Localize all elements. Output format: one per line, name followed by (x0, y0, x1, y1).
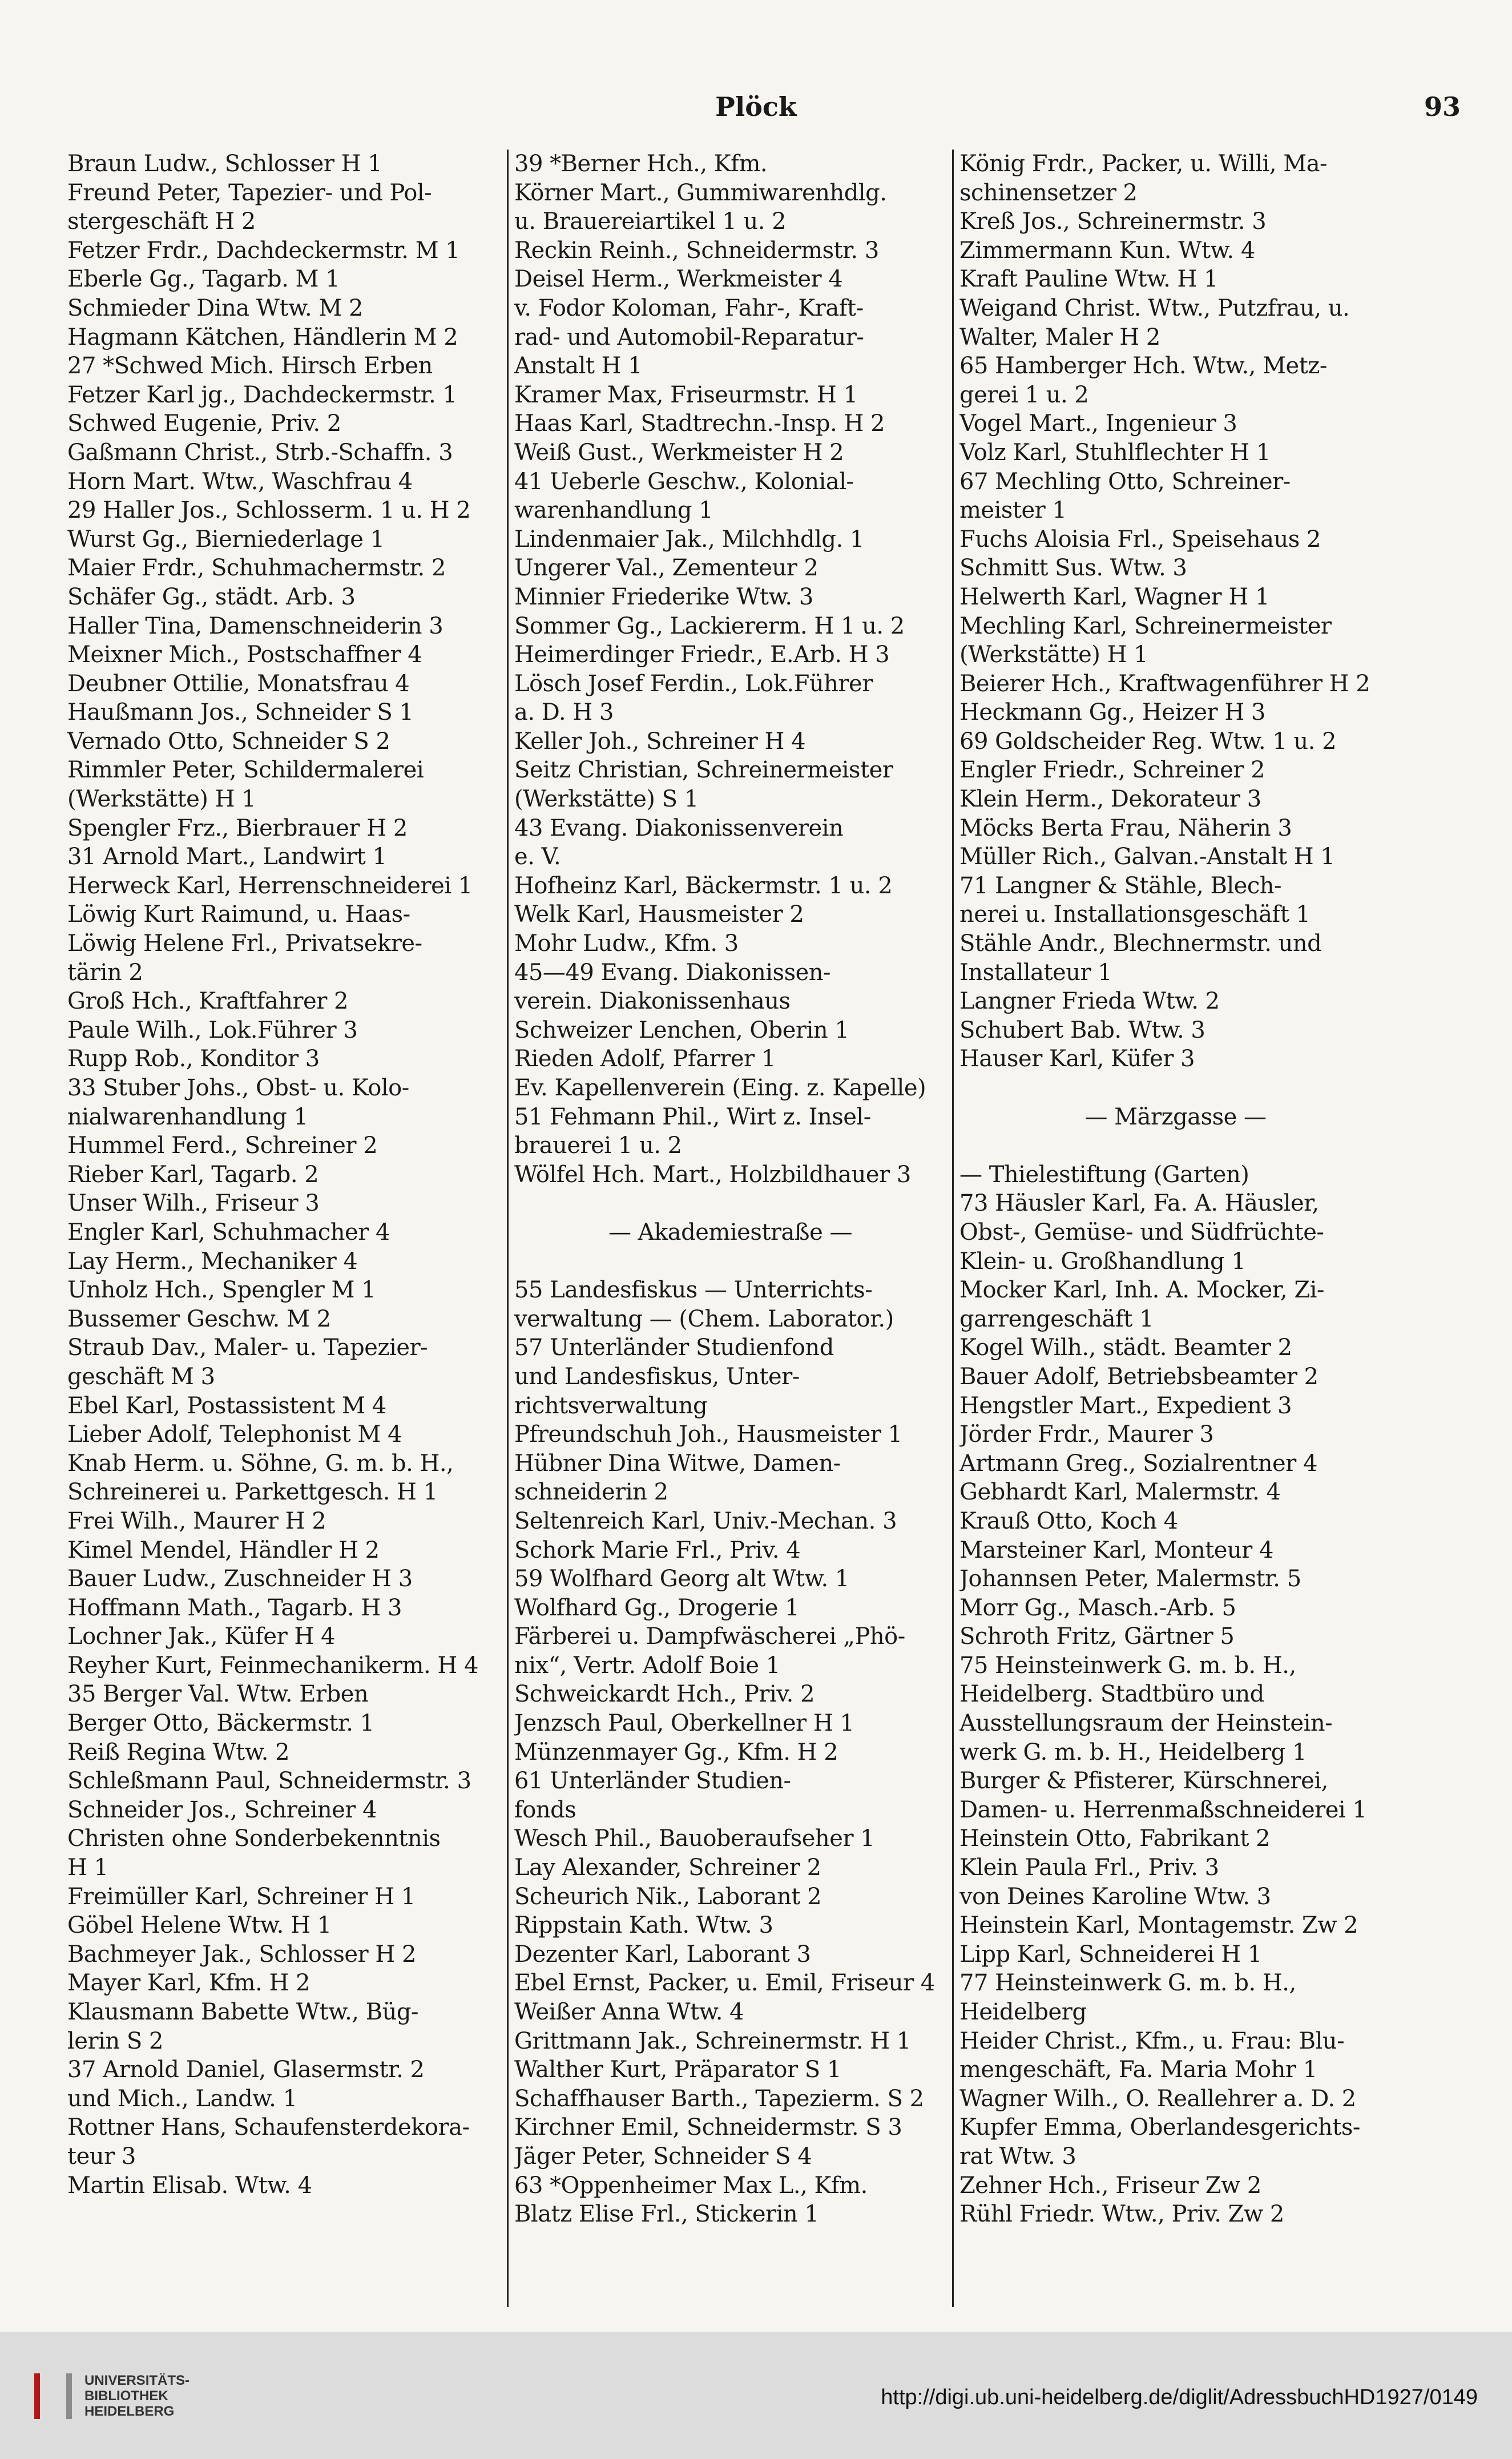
directory-entry-line: Jäger Peter, Schneider S 4 (514, 2143, 812, 2170)
directory-entry-line (959, 1074, 1392, 1103)
directory-entry-line: Welk Karl, Hausmeister 2 (514, 901, 804, 928)
directory-entry-line: Münzenmayer Gg., Kfm. H 2 (514, 1739, 838, 1765)
directory-entry-line: nix“, Vertr. Adolf Boie 1 (514, 1652, 780, 1679)
directory-entry-line: Straub Dav., Maler- u. Tapezier- (67, 1335, 428, 1361)
directory-entry-line: Möcks Berta Frau, Näherin 3 (959, 815, 1292, 841)
directory-entry-line: und Mich., Landw. 1 (67, 2085, 297, 2112)
directory-entry-line: Klein Paula Frl., Priv. 3 (959, 1855, 1219, 1881)
directory-entry-line: Obst-, Gemüse- und Südfrüchte- (959, 1219, 1324, 1245)
directory-entry-line: Haller Tina, Damenschneiderin 3 (67, 612, 443, 639)
directory-entry-line: Schmitt Sus. Wtw. 3 (959, 555, 1187, 582)
directory-entry-line: Löwig Kurt Raimund, u. Haas- (67, 901, 410, 928)
directory-entry-line: Ev. Kapellenverein (Eing. z. Kapelle) (514, 1075, 926, 1101)
directory-entry-line: Heidelberg (959, 1999, 1087, 2025)
directory-entry-line: Bauer Adolf, Betriebsbeamter 2 (959, 1363, 1319, 1390)
directory-entry-line: Lieber Adolf, Telephonist M 4 (67, 1421, 402, 1448)
directory-entry-line: Klein- u. Großhandlung 1 (959, 1248, 1246, 1275)
directory-entry-line: Frei Wilh., Maurer H 2 (67, 1507, 326, 1534)
column-right (952, 150, 1397, 2307)
directory-entry-line: Bachmeyer Jak., Schlosser H 2 (67, 1941, 416, 1968)
directory-entry-line: Rieber Karl, Tagarb. 2 (67, 1161, 319, 1188)
directory-entry-line: Mocker Karl, Inh. A. Mocker, Zi- (959, 1277, 1324, 1304)
directory-entry-line: — Thielestiftung (Garten) (959, 1161, 1249, 1188)
directory-entry-line: Wölfel Hch. Mart., Holzbildhauer 3 (514, 1161, 911, 1188)
directory-entry-line: Zehner Hch., Friseur Zw 2 (959, 2172, 1261, 2199)
directory-entry-line: Mechling Karl, Schreinermeister (959, 612, 1332, 639)
directory-entry-line: Klein Herm., Dekorateur 3 (959, 786, 1261, 813)
directory-entry-line: Schreinerei u. Parkettgesch. H 1 (67, 1479, 438, 1506)
directory-entry-line: Gaßmann Christ., Strb.-Schaffn. 3 (67, 439, 453, 466)
directory-entry-line: Ebel Ernst, Packer, u. Emil, Friseur 4 (514, 1970, 935, 1997)
directory-entry-line: Johannsen Peter, Malermstr. 5 (959, 1566, 1301, 1593)
directory-entry-line: Freimüller Karl, Schreiner H 1 (67, 1883, 416, 1910)
directory-entry-line: Haußmann Jos., Schneider S 1 (67, 699, 414, 726)
directory-entry-line: Unholz Hch., Spengler M 1 (67, 1277, 376, 1304)
directory-entry-line: Langner Frieda Wtw. 2 (959, 988, 1220, 1015)
directory-entry-line: Burger & Pfisterer, Kürschnerei, (959, 1768, 1328, 1795)
directory-entry-line: Damen- u. Herrenmaßschneiderei 1 (959, 1796, 1367, 1823)
directory-entry-line: 43 Evang. Diakonissenverein (514, 815, 844, 841)
directory-entry-line: Walter, Maler H 2 (959, 324, 1160, 350)
directory-entry-line: Morr Gg., Masch.-Arb. 5 (959, 1594, 1236, 1621)
directory-entry-line: Weißer Anna Wtw. 4 (514, 1999, 744, 2025)
directory-entry-line: König Frdr., Packer, u. Willi, Ma- (959, 151, 1328, 177)
directory-entry-line: Weiß Gust., Werkmeister H 2 (514, 439, 844, 466)
library-emblem-icon (34, 2373, 72, 2419)
directory-entry-line: — Akademiestraße — (608, 1219, 853, 1245)
directory-entry-line: Unser Wilh., Friseur 3 (67, 1190, 320, 1217)
directory-entry-line: Kraft Pauline Wtw. H 1 (959, 266, 1219, 293)
library-logo-text (84, 2373, 189, 2419)
directory-entry-line: Schwed Eugenie, Priv. 2 (67, 410, 341, 437)
directory-entry-line: Rupp Rob., Konditor 3 (67, 1046, 320, 1073)
directory-entry-line: Schmieder Dina Wtw. M 2 (67, 295, 363, 321)
directory-entry-line: Meixner Mich., Postschaffner 4 (67, 642, 422, 668)
directory-entry-line: Volz Karl, Stuhlflechter H 1 (959, 439, 1271, 466)
directory-entry-line: Braun Ludw., Schlosser H 1 (67, 151, 382, 177)
directory-entry-line: 59 Wolfhard Georg alt Wtw. 1 (514, 1566, 849, 1593)
directory-entry-line: Fuchs Aloisia Frl., Speisehaus 2 (959, 526, 1321, 553)
directory-entry-line: Vernado Otto, Schneider S 2 (67, 728, 390, 755)
directory-entry-line: stergeschäft H 2 (67, 208, 256, 235)
page-number: 93 (1424, 91, 1461, 122)
directory-entry-line: Grittmann Jak., Schreinermstr. H 1 (514, 2027, 911, 2054)
directory-entry-line: Paule Wilh., Lok.Führer 3 (67, 1017, 358, 1043)
directory-entry-line: Göbel Helene Wtw. H 1 (67, 1912, 332, 1939)
directory-entry-line: Heckmann Gg., Heizer H 3 (959, 699, 1265, 726)
directory-entry-line: Wurst Gg., Bierniederlage 1 (67, 526, 385, 553)
directory-entry-line: Groß Hch., Kraftfahrer 2 (67, 988, 349, 1015)
directory-entry-line: Wesch Phil., Bauoberaufseher 1 (514, 1825, 875, 1852)
directory-entry-line: Anstalt H 1 (514, 353, 643, 380)
directory-entry-line: u. Brauereiartikel 1 u. 2 (514, 208, 787, 235)
directory-entry-line: 57 Unterländer Studienfond (514, 1335, 834, 1361)
logo-line: BIBLIOTHEK (84, 2388, 168, 2404)
directory-entry-line: 75 Heinsteinwerk G. m. b. H., (959, 1652, 1296, 1679)
column-left (62, 150, 507, 2307)
directory-entry-line: Schroth Fritz, Gärtner 5 (959, 1623, 1235, 1650)
directory-entry-line: meister 1 (959, 497, 1067, 524)
directory-entry-line: Schweickardt Hch., Priv. 2 (514, 1681, 815, 1708)
directory-entry-line: Engler Friedr., Schreiner 2 (959, 757, 1265, 784)
directory-entry-line: rad- und Automobil-Reparatur- (514, 324, 864, 350)
directory-entry-line: Heider Christ., Kfm., u. Frau: Blu- (959, 2027, 1345, 2054)
directory-entry-line: Krauß Otto, Koch 4 (959, 1507, 1178, 1534)
directory-entry-line: Lochner Jak., Küfer H 4 (67, 1623, 335, 1650)
directory-entry-line: schinensetzer 2 (959, 179, 1138, 206)
directory-entry-line: brauerei 1 u. 2 (514, 1132, 682, 1159)
directory-entry-line: Weigand Christ. Wtw., Putzfrau, u. (959, 295, 1350, 321)
directory-entry-line: Gebhardt Karl, Malermstr. 4 (959, 1479, 1281, 1506)
directory-entry-line: 37 Arnold Daniel, Glasermstr. 2 (67, 2057, 425, 2083)
directory-entry-line: geschäft M 3 (67, 1363, 215, 1390)
directory-entry-line: 65 Hamberger Hch. Wtw., Metz- (959, 353, 1327, 380)
directory-entry-line: Maier Frdr., Schuhmachermstr. 2 (67, 555, 446, 582)
directory-entry-line: und Landesfiskus, Unter- (514, 1363, 800, 1390)
directory-entry-line: Walther Kurt, Präparator S 1 (514, 2057, 841, 2083)
directory-entry-line: Keller Joh., Schreiner H 4 (514, 728, 806, 755)
directory-entry-line: Hauser Karl, Küfer 3 (959, 1046, 1195, 1073)
directory-entry-line: Kimel Mendel, Händler H 2 (67, 1537, 380, 1563)
directory-entry-line: Hengstler Mart., Expedient 3 (959, 1392, 1292, 1419)
directory-entry-line: Freund Peter, Tapezier- und Pol- (67, 179, 432, 206)
directory-entry-line: Lindenmaier Jak., Milchhdlg. 1 (514, 526, 864, 553)
directory-entry-line: Heimerdinger Friedr., E.Arb. H 3 (514, 642, 890, 668)
directory-entry-line: Deubner Ottilie, Monatsfrau 4 (67, 670, 410, 697)
directory-entry-line: Reckin Reinh., Schneidermstr. 3 (514, 237, 879, 264)
directory-entry-line: Schubert Bab. Wtw. 3 (959, 1017, 1205, 1043)
directory-entry-line: 27 *Schwed Mich. Hirsch Erben (67, 353, 433, 380)
directory-entry-line: Lay Herm., Mechaniker 4 (67, 1248, 358, 1275)
directory-entry-line: Eberle Gg., Tagarb. M 1 (67, 266, 340, 293)
directory-entry-line: 61 Unterländer Studien- (514, 1768, 791, 1795)
directory-entry-line: e. V. (514, 844, 561, 870)
directory-entry-line: Bussemer Geschw. M 2 (67, 1305, 331, 1332)
directory-entry-line: warenhandlung 1 (514, 497, 713, 524)
directory-entry-line: tärin 2 (67, 959, 143, 986)
directory-entry-line: 45—49 Evang. Diakonissen- (514, 959, 831, 986)
directory-entry-line: Blatz Elise Frl., Stickerin 1 (514, 2201, 819, 2228)
directory-entry-line: Jenzsch Paul, Oberkellner H 1 (514, 1710, 854, 1737)
directory-entry-line: 29 Haller Jos., Schlosserm. 1 u. H 2 (67, 497, 471, 524)
directory-entry-line: gerei 1 u. 2 (959, 381, 1089, 408)
directory-entry-line: Kirchner Emil, Schneidermstr. S 3 (514, 2114, 902, 2141)
directory-entry-line: teur 3 (67, 2143, 136, 2170)
directory-entry-line: Mohr Ludw., Kfm. 3 (514, 930, 739, 957)
directory-entry-line: 35 Berger Val. Wtw. Erben (67, 1681, 369, 1708)
directory-entry-line: Scheurich Nik., Laborant 2 (514, 1883, 822, 1910)
directory-entry-line: Wagner Wilh., O. Reallehrer a. D. 2 (959, 2085, 1356, 2112)
directory-entry-line: Helwerth Karl, Wagner H 1 (959, 583, 1269, 610)
directory-entry-line: Körner Mart., Gummiwarenhdlg. (514, 179, 887, 206)
directory-entry-line: Schweizer Lenchen, Oberin 1 (514, 1017, 849, 1043)
directory-entry-line: Kreß Jos., Schreinermstr. 3 (959, 208, 1267, 235)
directory-entry-line: Installateur 1 (959, 959, 1112, 986)
directory-entry-line: Rottner Hans, Schaufensterdekora- (67, 2114, 470, 2141)
directory-entry-line: Hübner Dina Witwe, Damen- (514, 1450, 841, 1477)
directory-entry-line: Lipp Karl, Schneiderei H 1 (959, 1941, 1262, 1968)
directory-entry-line: 71 Langner & Stähle, Blech- (959, 872, 1281, 899)
directory-entry-line: Schleßmann Paul, Schneidermstr. 3 (67, 1768, 471, 1795)
directory-entry-line: 33 Stuber Johs., Obst- u. Kolo- (67, 1075, 409, 1101)
directory-entry-line: Kupfer Emma, Oberlandesgerichts- (959, 2114, 1360, 2141)
directory-entry-line: verwaltung — (Chem. Laborator.) (514, 1305, 894, 1332)
directory-entry-line: Heinstein Otto, Fabrikant 2 (959, 1825, 1271, 1852)
running-head (0, 91, 1512, 131)
directory-entry-line: Wolfhard Gg., Drogerie 1 (514, 1594, 800, 1621)
directory-entry-line: richtsverwaltung (514, 1392, 708, 1419)
directory-entry-line: mengeschäft, Fa. Maria Mohr 1 (959, 2057, 1317, 2083)
directory-entry-line: verein. Diakonissenhaus (514, 988, 791, 1015)
directory-entry-line: rat Wtw. 3 (959, 2143, 1076, 2170)
directory-entry-line: Schäfer Gg., städt. Arb. 3 (67, 583, 356, 610)
directory-entry-line: Rieden Adolf, Pfarrer 1 (514, 1046, 776, 1073)
directory-entry-line: Engler Karl, Schuhmacher 4 (67, 1219, 390, 1245)
directory-entry-line: Marsteiner Karl, Monteur 4 (959, 1537, 1273, 1563)
directory-entry-line: 51 Fehmann Phil., Wirt z. Insel- (514, 1103, 871, 1130)
directory-entry-line: Martin Elisab. Wtw. 4 (67, 2172, 312, 2199)
directory-entry-line: Fetzer Frdr., Dachdeckermstr. M 1 (67, 237, 460, 264)
directory-entry-line: Spengler Frz., Bierbrauer H 2 (67, 815, 408, 841)
directory-entry-line: Mayer Karl, Kfm. H 2 (67, 1970, 311, 1997)
directory-entry-line: Seltenreich Karl, Univ.-Mechan. 3 (514, 1507, 897, 1534)
directory-entry-line (959, 1131, 1392, 1160)
directory-entry-line: Artmann Greg., Sozialrentner 4 (959, 1450, 1317, 1477)
directory-entry-line: 39 *Berner Hch., Kfm. (514, 151, 768, 177)
directory-entry-line: Müller Rich., Galvan.-Anstalt H 1 (959, 844, 1335, 870)
directory-entry-line: Rippstain Kath. Wtw. 3 (514, 1912, 773, 1939)
directory-entry-line: Schaffhauser Barth., Tapezierm. S 2 (514, 2085, 924, 2112)
directory-entry-line: (Werkstätte) H 1 (67, 786, 256, 813)
directory-entry-line: Ausstellungsraum der Heinstein- (959, 1710, 1333, 1737)
directory-entry-line: 41 Ueberle Geschw., Kolonial- (514, 468, 854, 495)
directory-entry-line: Berger Otto, Bäckermstr. 1 (67, 1710, 374, 1737)
directory-entry-line: Ungerer Val., Zementeur 2 (514, 555, 819, 582)
directory-entry-line: 63 *Oppenheimer Max L., Kfm. (514, 2172, 868, 2199)
directory-entry-line: Löwig Helene Frl., Privatsekre- (67, 930, 422, 957)
directory-entry-line: 73 Häusler Karl, Fa. A. Häusler, (959, 1190, 1319, 1217)
directory-entry-line: Reyher Kurt, Feinmechanikerm. H 4 (67, 1652, 478, 1679)
source-url-link[interactable]: http://digi.ub.uni-heidelberg.de/diglit/AdressbuchHD1927/0149 (881, 2385, 1478, 2409)
directory-entry-line: 69 Goldscheider Reg. Wtw. 1 u. 2 (959, 728, 1337, 755)
directory-entry-line: Dezenter Karl, Laborant 3 (514, 1941, 811, 1968)
library-logo (34, 2373, 189, 2419)
directory-entry-line: 31 Arnold Mart., Landwirt 1 (67, 844, 387, 870)
directory-entry-line: schneiderin 2 (514, 1479, 668, 1506)
directory-entry-line: a. D. H 3 (514, 699, 614, 726)
directory-columns (62, 150, 1397, 2307)
directory-entry-line: Jörder Frdr., Maurer 3 (959, 1421, 1214, 1448)
directory-entry-line: Kramer Max, Friseurmstr. H 1 (514, 381, 858, 408)
directory-entry-line: v. Fodor Koloman, Fahr-, Kraft- (514, 295, 864, 321)
digitization-footer (0, 2332, 1512, 2459)
directory-entry-line: nerei u. Installationsgeschäft 1 (959, 901, 1311, 928)
directory-entry-line: (Werkstätte) S 1 (514, 786, 699, 813)
directory-entry-line: 55 Landesfiskus — Unterrichts- (514, 1277, 873, 1304)
directory-entry-line: Fetzer Karl jg., Dachdeckermstr. 1 (67, 381, 457, 408)
directory-entry-line: Hagmann Kätchen, Händlerin M 2 (67, 324, 458, 350)
directory-entry-line: Minnier Friederike Wtw. 3 (514, 583, 813, 610)
directory-entry-line: Herweck Karl, Herrenschneiderei 1 (67, 872, 473, 899)
directory-entry-line: 77 Heinsteinwerk G. m. b. H., (959, 1970, 1296, 1997)
directory-entry-line: Ebel Karl, Postassistent M 4 (67, 1392, 386, 1419)
directory-entry-line: Vogel Mart., Ingenieur 3 (959, 410, 1237, 437)
directory-entry-line (514, 1247, 946, 1276)
logo-line: HEIDELBERG (84, 2404, 175, 2419)
directory-entry-line: Haas Karl, Stadtrechn.-Insp. H 2 (514, 410, 885, 437)
directory-entry-line: Hoffmann Math., Tagarb. H 3 (67, 1594, 402, 1621)
directory-entry-line: Heinstein Karl, Montagemstr. Zw 2 (959, 1912, 1358, 1939)
directory-entry-line: — Märzgasse — (1084, 1103, 1267, 1130)
directory-entry-line: Rühl Friedr. Wtw., Priv. Zw 2 (959, 2201, 1284, 2228)
directory-entry-line: lerin S 2 (67, 2027, 163, 2054)
directory-entry-line: Reiß Regina Wtw. 2 (67, 1739, 290, 1765)
directory-entry-line: Färberei u. Dampfwäscherei „Phö- (514, 1623, 905, 1650)
directory-entry-line: nialwarenhandlung 1 (67, 1103, 308, 1130)
directory-entry-line: Horn Mart. Wtw., Waschfrau 4 (67, 468, 413, 495)
directory-entry-line: Schork Marie Frl., Priv. 4 (514, 1537, 801, 1563)
directory-entry-line: Deisel Herm., Werkmeister 4 (514, 266, 843, 293)
directory-entry-line: Hummel Ferd., Schreiner 2 (67, 1132, 378, 1159)
directory-entry-line: Lösch Josef Ferdin., Lok.Führer (514, 670, 873, 697)
directory-entry-line: 67 Mechling Otto, Schreiner- (959, 468, 1291, 495)
directory-entry-line: Lay Alexander, Schreiner 2 (514, 1855, 821, 1881)
directory-entry-line: Rimmler Peter, Schildermalerei (67, 757, 424, 784)
column-middle (507, 150, 952, 2307)
directory-entry-line: Heidelberg. Stadtbüro und (959, 1681, 1264, 1708)
directory-entry-line: von Deines Karoline Wtw. 3 (959, 1883, 1271, 1910)
street-heading: Plöck (715, 91, 797, 122)
directory-entry-line: Bauer Ludw., Zuschneider H 3 (67, 1566, 413, 1593)
directory-entry-line: fonds (514, 1796, 576, 1823)
directory-entry-line: (Werkstätte) H 1 (959, 642, 1148, 668)
directory-entry-line: Klausmann Babette Wtw., Büg- (67, 1999, 418, 2025)
directory-entry-line: H 1 (67, 1855, 108, 1881)
directory-entry-line: Beierer Hch., Kraftwagenführer H 2 (959, 670, 1370, 697)
directory-entry-line: Schneider Jos., Schreiner 4 (67, 1796, 377, 1823)
logo-line: UNIVERSITÄTS- (84, 2373, 190, 2388)
directory-entry-line: Zimmermann Kun. Wtw. 4 (959, 237, 1255, 264)
directory-entry-line: Pfreundschuh Joh., Hausmeister 1 (514, 1421, 902, 1448)
directory-entry-line: werk G. m. b. H., Heidelberg 1 (959, 1739, 1307, 1765)
directory-entry-line: Christen ohne Sonderbekenntnis (67, 1825, 441, 1852)
directory-entry-line: Hofheinz Karl, Bäckermstr. 1 u. 2 (514, 872, 893, 899)
directory-entry-line: Knab Herm. u. Söhne, G. m. b. H., (67, 1450, 454, 1477)
directory-entry-line: Sommer Gg., Lackiererm. H 1 u. 2 (514, 612, 905, 639)
directory-entry-line: Stähle Andr., Blechnermstr. und (959, 930, 1322, 957)
directory-entry-line: Kogel Wilh., städt. Beamter 2 (959, 1335, 1292, 1361)
directory-entry-line (514, 1189, 946, 1218)
directory-entry-line: garrengeschäft 1 (959, 1305, 1154, 1332)
directory-entry-line: Seitz Christian, Schreinermeister (514, 757, 893, 784)
